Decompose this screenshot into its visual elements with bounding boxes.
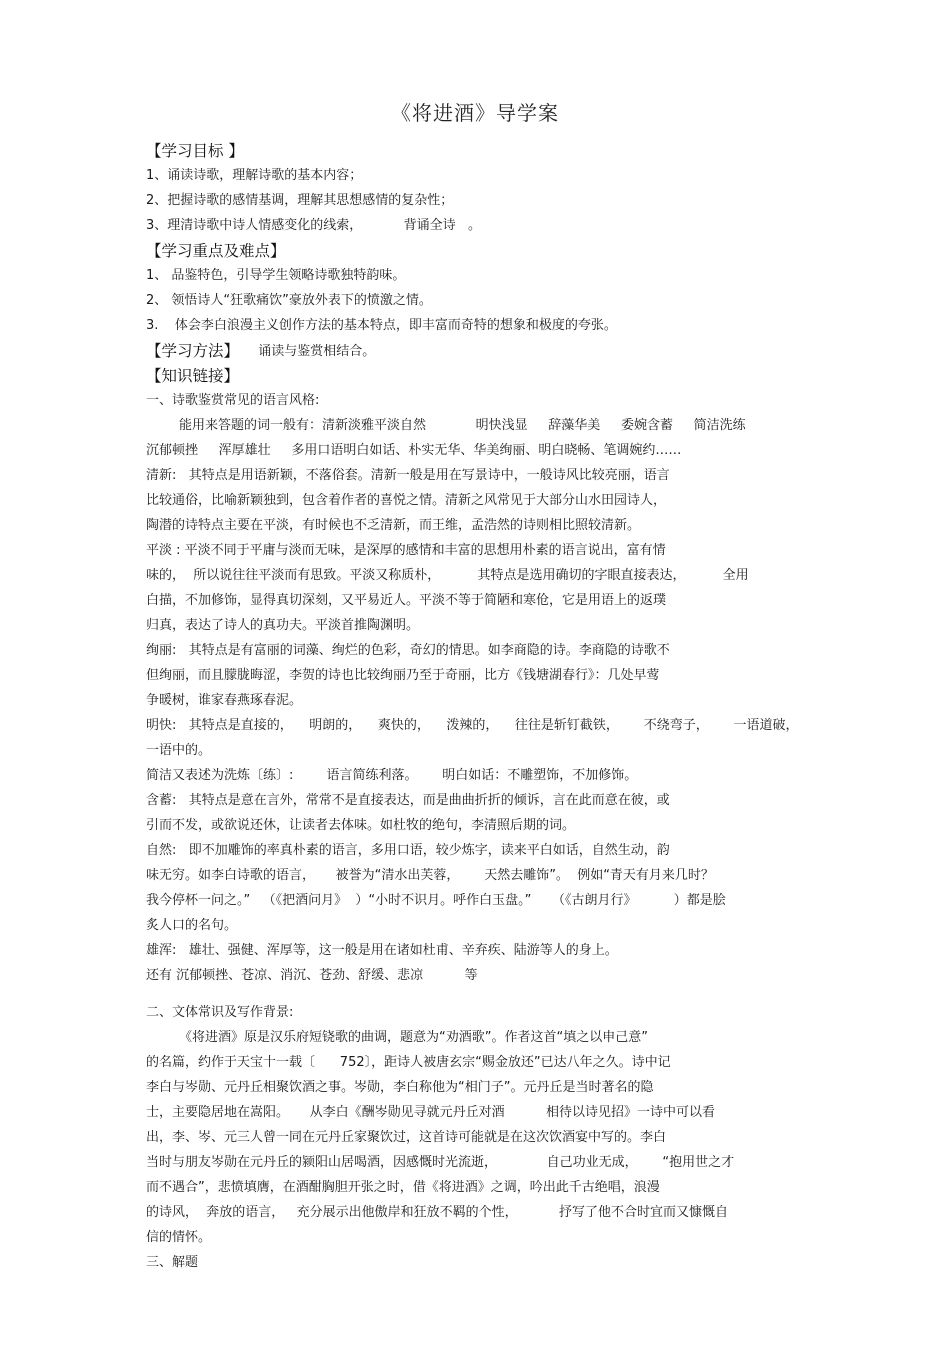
background-line: 信的情怀。 <box>146 1230 212 1245</box>
knowledge-line: 味的， 所以说往往平淡而有思致。平淡又称质朴， 其特点是选用确切的字眼直接表达， 全用 <box>146 568 749 583</box>
knowledge-line: 争暖树，谁家春燕琢春泥。 <box>146 693 303 708</box>
background-line: 李白与岑勋、元丹丘相聚饮酒之事。岑勋，李白称他为“相门子”。元丹丘是当时著名的隐 <box>146 1080 654 1095</box>
knowledge-line: 清新: 其特点是用语新颖，不落俗套。清新一般是用在写景诗中，一般诗风比较亮丽，语言 <box>146 468 670 483</box>
knowledge-line: 雄浑: 雄壮、强健、浑厚等，这一般是用在诸如杜甫、辛弃疾、陆游等人的身上。 <box>146 943 618 958</box>
knowledge-line: 陶潜的诗特点主要在平淡，有时候也不乏清新，而王维，孟浩然的诗则相比照较清新。 <box>146 518 641 533</box>
knowledge-line: 一语中的。 <box>146 743 212 758</box>
key-points-heading: 【学习重点及难点】 <box>146 242 286 260</box>
knowledge-line: 简洁又表述为洗炼〔练〕: 语言简练利落。 明白如话：不雕塑饰，不加修饰。 <box>146 768 638 783</box>
background-line: 士，主要隐居地在嵩阳。 从李白《酬岑勋见寻就元丹丘对酒 相待以诗见招》一诗中可以看 <box>146 1105 715 1120</box>
knowledge-line: 但绚丽，而且朦胧晦涩，李贺的诗也比较绚丽乃至于奇丽，比方《钱塘湖春行》：几处早莺 <box>146 668 660 683</box>
knowledge-line: 能用来答题的词一般有：清新淡雅平淡自然 明快浅显 辞藻华美 委婉含蓄 简洁洗练 <box>146 418 746 433</box>
background-line: 而不遇合”，悲愤填膺，在酒酣胸胆开张之时，借《将进酒》之调，吟出此千古绝唱，浪漫 <box>146 1180 660 1195</box>
method-text: 诵读与鉴赏相结合。 <box>250 344 376 359</box>
knowledge-line: 自然: 即不加雕饰的率真朴素的语言，多用口语，较少炼字，读来平白如话，自然生动，韵 <box>146 843 670 858</box>
background-line: 的名篇，约作于天宝十一载〔 752〕，距诗人被唐玄宗“赐金放还”已达八年之久。诗中记 <box>146 1055 671 1070</box>
objective-item: 3、理清诗歌中诗人情感变化的线索， 背诵全诗 。 <box>146 218 481 233</box>
knowledge-line: 炙人口的名句。 <box>146 918 238 933</box>
background-line: 出，李、岑、元三人曾一同在元丹丘家聚饮过，这首诗可能就是在这次饮酒宴中写的。李白 <box>146 1130 667 1145</box>
knowledge-line: 明快: 其特点是直接的， 明朗的， 爽快的， 泼辣的， 往往是斩钉截铁， 不绕弯子， 一语道破， <box>146 718 799 733</box>
background-line: 二、文体常识及写作背景: <box>146 1005 294 1020</box>
objective-item: 2、把握诗歌的感情基调，理解其思想感情的复杂性； <box>146 193 454 208</box>
objectives-heading: 【学习目标 】 <box>146 142 244 160</box>
background-line: 三、解题 <box>146 1255 199 1270</box>
knowledge-line: 引而不发，或欲说还休，让读者去体味。如杜牧的绝句，李清照后期的词。 <box>146 818 576 833</box>
page-title: 《将进酒》导学案 <box>391 101 559 125</box>
knowledge-line: 一、诗歌鉴赏常见的语言风格: <box>146 393 320 408</box>
key-point-item: 1、 品鉴特色，引导学生领略诗歌独特韵味。 <box>146 268 406 283</box>
knowledge-line: 绚丽: 其特点是有富丽的词藻、绚烂的色彩，奇幻的情思。如李商隐的诗。李商隐的诗歌不 <box>146 643 670 658</box>
background-line: 《将进酒》原是汉乐府短铙歌的曲调，题意为“劝酒歌”。作者这首“填之以申己意” <box>146 1030 648 1045</box>
method-heading: 【学习方法】 <box>146 342 240 360</box>
knowledge-line: 还有 沉郁顿挫、苍凉、消沉、苍劲、舒缓、悲凉 等 <box>146 968 478 983</box>
background-line: 当时与朋友岑勋在元丹丘的颍阳山居喝酒，因感慨时光流逝， 自己功业无成， “抱用世之才 <box>146 1155 735 1170</box>
knowledge-line: 归真，表达了诗人的真功夫。平淡首推陶渊明。 <box>146 618 420 633</box>
knowledge-line: 含蓄: 其特点是意在言外，常常不是直接表达，而是曲曲折折的倾诉，言在此而意在彼，或 <box>146 793 670 808</box>
knowledge-line: 我今停杯一问之。” （《把酒问月》 ）“小时不识月。呼作白玉盘。” （《古朗月行》 ）都是脍 <box>146 893 726 908</box>
knowledge-line: 味无穷。如李白诗歌的语言， 被誉为“清水出芙蓉， 天然去雕饰”。 例如“青天有月来几时？ <box>146 868 714 883</box>
objective-item: 1、诵读诗歌，理解诗歌的基本内容； <box>146 168 363 183</box>
key-point-item: 2、 领悟诗人“狂歌痛饮”豪放外表下的愤激之情。 <box>146 293 432 308</box>
knowledge-line: 平淡 : 平淡不同于平庸与淡而无味，是深厚的感情和丰富的思想用朴素的语言说出，富有情 <box>146 543 666 558</box>
knowledge-line: 白描，不加修饰，显得真切深刻，又平易近人。平淡不等于简陋和寒伧，它是用语上的返璞 <box>146 593 667 608</box>
key-point-item: 3. 体会李白浪漫主义创作方法的基本特点，即丰富而奇特的想象和极度的夸张。 <box>146 318 617 333</box>
background-line: 的诗风， 奔放的语言， 充分展示出他傲岸和狂放不羁的个性， 抒写了他不合时宜而又慷慨自 <box>146 1205 728 1220</box>
knowledge-line: 比较通俗，比喻新颖独到，包含着作者的喜悦之情。清新之风常见于大部分山水田园诗人， <box>146 493 667 508</box>
knowledge-line: 沉郁顿挫 浑厚雄壮 多用口语明白如话、朴实无华、华美绚丽、明白晓畅、笔调婉约…… <box>146 443 682 458</box>
knowledge-heading: 【知识链接】 <box>146 367 240 385</box>
